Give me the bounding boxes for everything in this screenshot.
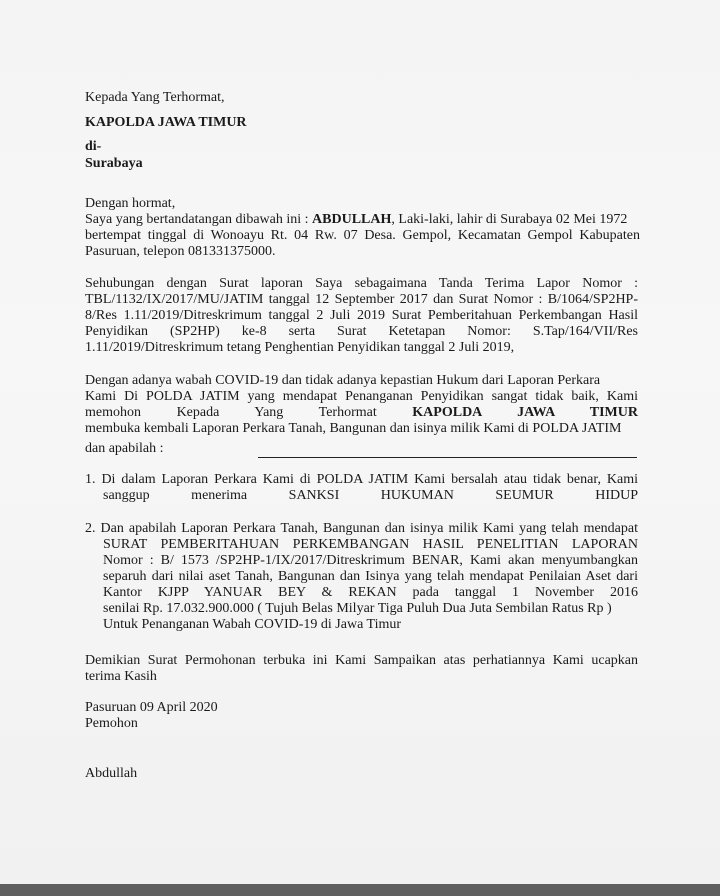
item2-line-3: Nomor : B/ 1573 /SP2HP-1/IX/2017/Ditreskrimum BENAR, Kami akan menyumbangkan [103, 553, 638, 568]
signer-name: Abdullah [85, 766, 138, 781]
applicant-name: ABDULLAH [312, 212, 392, 227]
para3-line-3 [85, 405, 638, 421]
item2-line-4: separuh dari nilai aset Tanah, Bangunan dan Isinya yang telah mendapat Penilaian Aset dari [103, 569, 638, 584]
recipient-di: di- [85, 139, 102, 154]
item2-line-5: Kantor KJPP YANUAR BEY & REKAN pada tanggal 1 November 2016 [103, 585, 638, 600]
intro-text-b: , Laki-laki, lahir di Surabaya 02 Mei 1972 [391, 212, 628, 227]
para3-line-1: Dengan adanya wabah COVID-19 dan tidak adanya kepastian Hukum dari Laporan Perkara [85, 373, 601, 388]
intro-line-2: bertempat tinggal di Wonoayu Rt. 04 Rw. 07 Desa. Gempol, Kecamatan Gempol Kabupaten [85, 228, 640, 243]
bottom-bar [0, 884, 720, 896]
para3-recipient-bold: KAPOLDA JAWA TIMUR [412, 405, 638, 420]
item1-line-2: sanggup menerima SANKSI HUKUMAN SEUMUR HIDUP [103, 488, 638, 503]
closing-line-2: terima Kasih [85, 669, 157, 684]
para2-line-1: Sehubungan dengan Surat laporan Saya sebagaimana Tanda Terima Lapor Nomor : [85, 276, 638, 291]
para3-line-5: dan apabilah : [85, 441, 164, 456]
para3-line-2: Kami Di POLDA JATIM yang mendapat Penanganan Penyidikan sangat tidak baik, Kami [85, 389, 638, 404]
blank-underline [258, 457, 637, 458]
para2-line-3: 8/Res 1.11/2019/Ditreskrimum tanggal 2 Juli 2019 Surat Pemberitahuan Perkembangan Hasil [85, 308, 638, 323]
para2-line-4: Penyidikan (SP2HP) ke-8 serta Surat Ketetapan Nomor: S.Tap/164/VII/Res [85, 324, 638, 339]
para3-line-4: membuka kembali Laporan Perkara Tanah, Bangunan dan isinya milik Kami di POLDA JATIM [85, 421, 622, 436]
item1-line-1: 1. Di dalam Laporan Perkara Kami di POLDA JATIM Kami bersalah atau tidak benar, Kami [85, 472, 638, 487]
item2-line-2: SURAT PEMBERITAHUAN PERKEMBANGAN HASIL PENELITIAN LAPORAN [103, 537, 638, 552]
para3-line-3-text: memohon Kepada Yang Terhormat [85, 405, 413, 420]
para2-line-2: TBL/1132/IX/2017/MU/JATIM tanggal 12 September 2017 dan Surat Nomor : B/1064/SP2HP- [85, 292, 638, 307]
intro-text-a: Saya yang bertandatangan dibawah ini : [85, 212, 313, 227]
greeting: Dengan hormat, [85, 196, 176, 211]
item2-line-1: 2. Dan apabilah Laporan Perkara Tanah, Bangunan dan isinya milik Kami yang telah mendapat [85, 521, 638, 536]
recipient: KAPOLDA JAWA TIMUR [85, 115, 247, 130]
intro-line-3: Pasuruan, telepon 081331375000. [85, 244, 276, 259]
intro-line-1 [85, 212, 627, 228]
recipient-city: Surabaya [85, 156, 143, 171]
item2-line-7: Untuk Penanganan Wabah COVID-19 di Jawa Timur [103, 617, 402, 632]
para2-line-5: 1.11/2019/Ditreskrimum tetang Penghentian Penyidikan tanggal 2 Juli 2019, [85, 340, 515, 355]
salutation-to: Kepada Yang Terhormat, [85, 90, 225, 105]
item2-line-6: senilai Rp. 17.032.900.000 ( Tujuh Belas Milyar Tiga Puluh Dua Juta Sembilan Ratus Rp ) [103, 601, 612, 616]
place-date: Pasuruan 09 April 2020 [85, 700, 218, 715]
closing-line-1: Demikian Surat Permohonan terbuka ini Kami Sampaikan atas perhatiannya Kami ucapkan [85, 653, 638, 668]
signer-role: Pemohon [85, 716, 138, 731]
